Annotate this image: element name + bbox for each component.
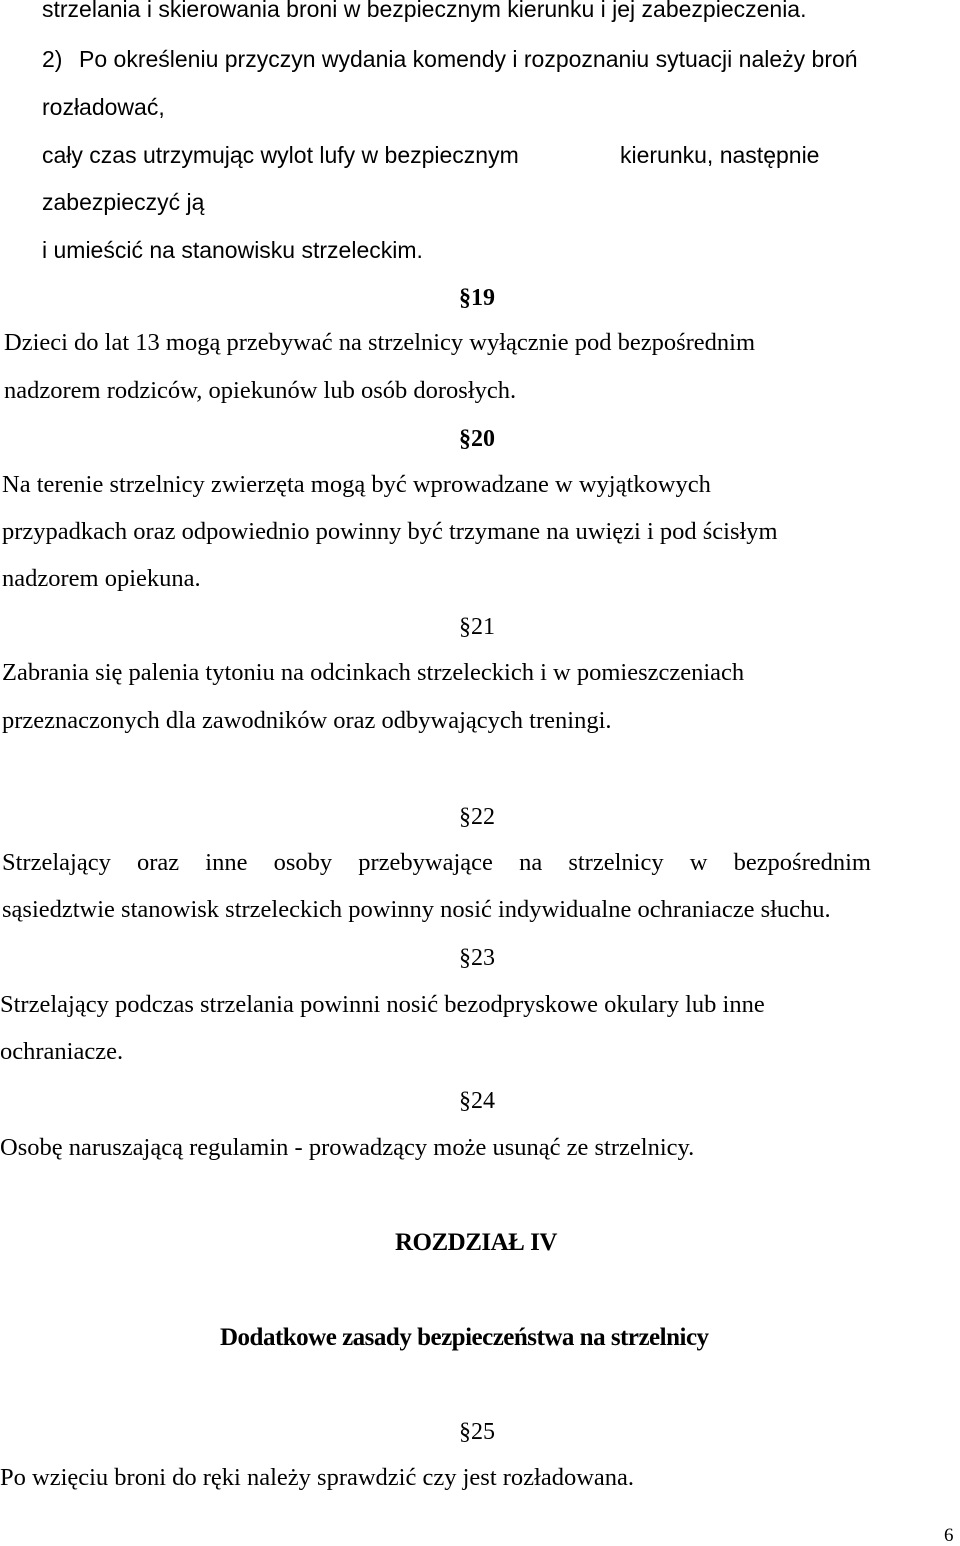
section-20-line: Na terenie strzelnicy zwierzęta mogą być wprowadzane w wyjątkowych — [2, 471, 711, 498]
section-21-line: Zabrania się palenia tytoniu na odcinkach strzeleckich i w pomieszczeniach — [2, 659, 745, 686]
section-20-line: nadzorem opiekuna. — [2, 565, 201, 592]
section-mark-19: §19 — [459, 285, 495, 311]
intro-line: strzelania i skierowania broni w bezpiecznym kierunku i jej zabezpieczenia. — [42, 0, 807, 22]
section-20-line: przypadkach oraz odpowiednio powinny być trzymane na uwięzi i pod ścisłym — [2, 518, 778, 545]
intro-line: i umieścić na stanowisku strzeleckim. — [42, 237, 423, 263]
list-item-marker: 2) — [42, 46, 63, 72]
section-21-line: przeznaczonych dla zawodników oraz odbywających treningi. — [2, 707, 612, 734]
section-mark-23: §23 — [459, 945, 495, 971]
intro-line: kierunku, następnie — [620, 142, 820, 168]
section-mark-21: §21 — [459, 614, 495, 640]
section-mark-20: §20 — [459, 426, 495, 452]
section-mark-24: §24 — [459, 1088, 495, 1114]
section-23-line: ochraniacze. — [0, 1038, 124, 1065]
page-number: 6 — [944, 1525, 954, 1546]
intro-line: rozładować, — [42, 94, 165, 120]
section-19-line: Dzieci do lat 13 mogą przebywać na strzelnicy wyłącznie pod bezpośrednim — [4, 329, 756, 356]
intro-line: cały czas utrzymując wylot lufy w bezpiecznym — [42, 142, 519, 168]
section-mark-22: §22 — [459, 804, 495, 830]
section-22-line: Strzelający oraz inne osoby przebywające na strzelnicy w bezpośrednim — [2, 849, 871, 876]
intro-line: Po określeniu przyczyn wydania komendy i rozpoznaniu sytuacji należy broń — [79, 46, 858, 72]
section-mark-25: §25 — [459, 1419, 495, 1445]
section-25-line: Po wzięciu broni do ręki należy sprawdzić czy jest rozładowana. — [0, 1464, 635, 1491]
section-22-line: sąsiedztwie stanowisk strzeleckich powinny nosić indywidualne ochraniacze słuchu. — [2, 896, 831, 923]
chapter-title: ROZDZIAŁ IV — [395, 1229, 557, 1256]
chapter-subtitle: Dodatkowe zasady bezpieczeństwa na strzelnicy — [220, 1324, 709, 1351]
section-24-line: Osobę naruszającą regulamin - prowadzący może usunąć ze strzelnicy. — [0, 1134, 695, 1161]
intro-line: zabezpieczyć ją — [42, 189, 205, 215]
section-19-line: nadzorem rodziców, opiekunów lub osób dorosłych. — [4, 377, 517, 404]
section-23-line: Strzelający podczas strzelania powinni nosić bezodpryskowe okulary lub inne — [0, 991, 765, 1018]
